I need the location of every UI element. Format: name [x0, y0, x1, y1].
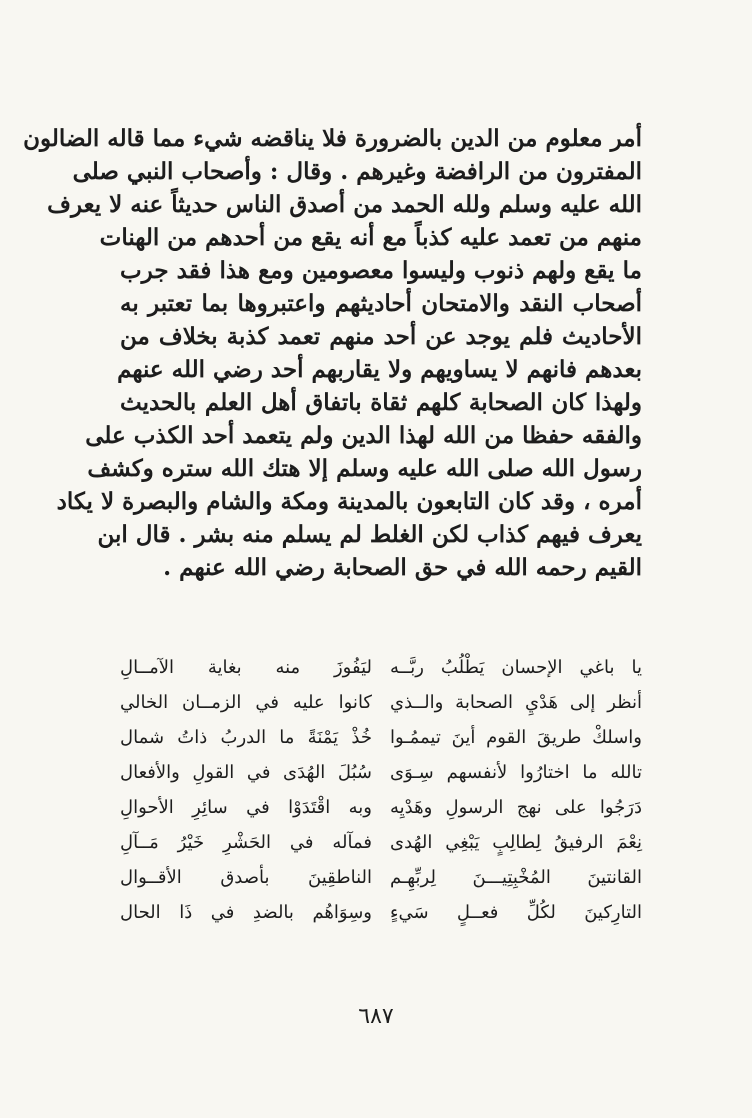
poem-first-hemistich: أنظر إلى هَدْيِ الصحابة والــذي	[390, 692, 642, 713]
poem-second-hemistich: الناطقِينَ بأصدق الأقــوال	[120, 867, 372, 888]
poem-first-hemistich: يا باغي الإحسان يَطْلُبُ ربَّــه	[390, 657, 642, 678]
poem-verse	[120, 895, 642, 930]
prose-line: أمر معلوم من الدين بالضرورة فلا يناقضه شيء مما قاله الضالون	[23, 125, 642, 152]
prose-line: الأحاديث فلم يوجد عن أحد منهم تعمد كذبة بخلاف من	[120, 323, 642, 350]
prose-line: أصحاب النقد والامتحان أحاديثهم واعتبروها بما تعتبر به	[120, 290, 642, 317]
prose-line: المفترون من الرافضة وغيرهم . وقال : وأصحاب النبي صلى	[72, 158, 642, 185]
poem-second-hemistich: سُبُلَ الهُدَى في القولِ والأفعال	[120, 762, 372, 783]
prose-line: منهم من تعمد عليه كذباً مع أنه يقع من أحدهم من الهنات	[99, 224, 642, 251]
prose-line: ما يقع ولهم ذنوب وليسوا معصومين ومع هذا فقد جرب	[120, 257, 642, 284]
poem-second-hemistich: وسِوَاهُم بالضدِ في ذَا الحال	[120, 902, 372, 923]
poem-second-hemistich: كانوا عليه في الزمــان الخالي	[120, 692, 372, 713]
prose-line: بعدهم فانهم لا يساويهم ولا يقاربهم أحد رضي الله عنهم	[117, 356, 642, 383]
poem-verse	[120, 720, 642, 755]
poem-second-hemistich: خُذْ يَمْنَةً ما الدربُ ذاتُ شمال	[120, 727, 372, 748]
poem-first-hemistich: القانتينَ المُخْبِتِيـــنَ لِربِّهِـم	[390, 867, 642, 888]
prose-line: رسول الله صلى الله عليه وسلم إلا هتك الله ستره وكشف	[87, 455, 642, 482]
poem-first-hemistich: دَرَجُوا على نهج الرسولِ وهَدْيِه	[390, 797, 642, 818]
poem-first-hemistich: تالله ما اختارُوا لأنفسهم سِـوَى	[390, 762, 642, 783]
page-number: ٦٨٧	[358, 1004, 394, 1029]
prose-line: القيم رحمه الله في حق الصحابة رضي الله عنهم .	[163, 554, 642, 581]
poem-second-hemistich: وبه اقْتَدَوْا في سائِرِ الأحوالِ	[120, 797, 372, 818]
poem-verse	[120, 790, 642, 825]
prose-line: الله عليه وسلم ولله الحمد من أصدق الناس حديثاً عنه لا يعرف	[47, 191, 642, 218]
poem-verse	[120, 755, 642, 790]
poem-verse	[120, 860, 642, 895]
prose-line: يعرف فيهم كذاب لكن الغلط لم يسلم منه بشر . قال ابن	[97, 521, 642, 548]
poem-second-hemistich: فمآله في الحَشْرِ خَيْرُ مَــآلِ	[120, 832, 372, 853]
prose-line: أمره ، وقد كان التابعون بالمدينة ومكة والشام والبصرة لا يكاد	[56, 488, 642, 515]
prose-line: والفقه حفظا من الله لهذا الدين ولم يتعمد أحد الكذب على	[85, 422, 642, 449]
prose-paragraph	[23, 122, 642, 584]
poem	[120, 650, 642, 930]
poem-verse	[120, 685, 642, 720]
poem-second-hemistich: ليَفُوزَ منه بغاية الآمــالِ	[120, 657, 372, 678]
poem-verse	[120, 825, 642, 860]
poem-verse	[120, 650, 642, 685]
poem-first-hemistich: التارِكينَ لكُلِّ فعــلٍ سَيءٍ	[390, 902, 642, 923]
poem-first-hemistich: نِعْمَ الرفيقُ لِطالِبٍ يَبْغِي الهُدى	[390, 832, 642, 853]
poem-first-hemistich: واسلكْ طريقَ القوم أينَ تيممُـوا	[390, 727, 642, 748]
prose-line: ولهذا كان الصحابة كلهم ثقاة باتفاق أهل العلم بالحديث	[120, 389, 642, 416]
